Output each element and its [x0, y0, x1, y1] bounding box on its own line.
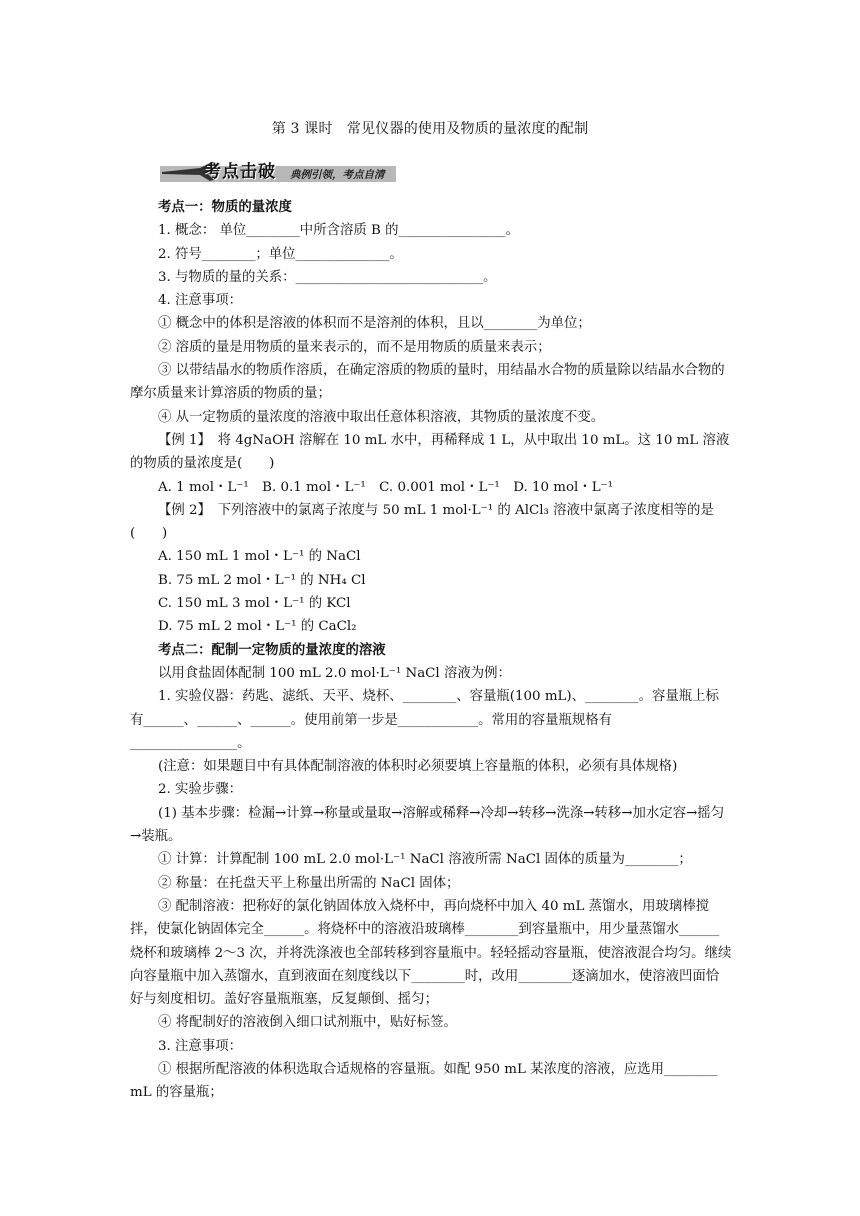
paragraph: ③ 以带结晶水的物质作溶质，在确定溶质的物质的量时，用结晶水合物的质量除以结晶水合物的摩尔质量来计算溶质的物质的量； [130, 363, 725, 402]
paragraph: (注意：如果题目中有具体配制溶液的体积时必须要填上容量瓶的体积，必须有具体规格) [158, 759, 678, 775]
paragraph: ① 根据所配溶液的体积选取合适规格的容量瓶。如配 950 mL 某浓度的溶液，应选用________ mL 的容量瓶； [130, 1061, 718, 1101]
paragraph: ② 溶质的量是用物质的量来表示的，而不是用物质的质量来表示； [158, 339, 551, 355]
paragraph: D. 75 mL 2 mol・L⁻¹ 的 CaCl₂ [158, 619, 357, 635]
paragraph: B. 75 mL 2 mol・L⁻¹ 的 NH₄ Cl [158, 572, 366, 588]
paragraph: (1) 基本步骤：检漏→计算→称量或量取→溶解或稀释→冷却→转移→洗涤→转移→加水定容→摇匀→装瓶。 [130, 805, 725, 845]
paragraph: 1. 概念： 单位________中所含溶质 B 的________________。 [158, 223, 520, 239]
document-body [130, 196, 732, 1105]
paragraph: 2. 符号________；单位______________。 [158, 246, 403, 262]
paragraph: 1. 实验仪器：药匙、滤纸、天平、烧杯、________、容量瓶(100 mL)、________。容量瓶上标有______、______、______。使用前第一步是____________。常用的容量瓶规格有________________。 [130, 689, 719, 751]
paragraph: 【例 1】 将 4gNaOH 溶解在 10 mL 水中，再稀释成 1 L，从中取出 10 mL。这 10 mL 溶液的物质的量浓度是( ) [130, 432, 730, 472]
paragraph: ④ 将配制好的溶液倒入细口试剂瓶中，贴好标签。 [158, 1015, 457, 1031]
paragraph: A. 1 mol・L⁻¹ B. 0.1 mol・L⁻¹ C. 0.001 mol・L⁻¹ D. 10 mol・L⁻¹ [158, 479, 614, 495]
paragraph: 2. 实验步骤： [158, 782, 242, 798]
page-title: 第 3 课时 常见仪器的使用及物质的量浓度的配制 [271, 121, 589, 137]
paragraph: 3. 注意事项： [158, 1038, 242, 1054]
paragraph: 【例 2】 下列溶液中的氯离子浓度与 50 mL 1 mol·L⁻¹ 的 AlCl₃ 溶液中氯离子浓度相等的是( ) [130, 502, 714, 542]
paragraph: A. 150 mL 1 mol・L⁻¹ 的 NaCl [158, 549, 361, 565]
paragraph: C. 150 mL 3 mol・L⁻¹ 的 KCl [158, 596, 351, 612]
paragraph: ① 概念中的体积是溶液的体积而不是溶剂的体积，且以________为单位； [158, 316, 591, 332]
paragraph: 4. 注意事项： [158, 293, 242, 309]
paragraph: 考点一：物质的量浓度 [158, 199, 292, 215]
paragraph: ① 计算：计算配制 100 mL 2.0 mol·L⁻¹ NaCl 溶液所需 NaCl 固体的质量为________； [158, 852, 692, 868]
paragraph: 以用食盐固体配制 100 mL 2.0 mol·L⁻¹ NaCl 溶液为例： [158, 665, 511, 681]
paragraph: ② 称量：在托盘天平上称量出所需的 NaCl 固体； [158, 875, 460, 891]
paragraph: 考点二：配制一定物质的量浓度的溶液 [158, 641, 386, 658]
banner-subtitle: 典例引领，考点自清 [290, 169, 385, 181]
banner-title: 考点击破 [204, 162, 276, 182]
paragraph: ③ 配制溶液：把称好的氯化钠固体放入烧杯中，再向烧杯中加入 40 mL 蒸馏水，用玻璃棒搅拌，使氯化钠固体完全______。将烧杯中的溶液沿玻璃棒________到容量瓶中，用少量蒸馏水______烧杯和玻璃棒 2～3 次，并将洗涤液也全部转移到容量瓶中。轻轻摇动容量瓶，使溶液混合均匀。继续向容量瓶中加入蒸馏水，直到液面在刻度线以下________时，改用________逐滴加水，使溶液凹面恰好与刻度相切。盖好容量瓶瓶塞，反复颠倒、摇匀； [130, 898, 732, 1008]
paragraph: 3. 与物质的量的关系：____________________________。 [158, 269, 497, 285]
paragraph: ④ 从一定物质的量浓度的溶液中取出任意体积溶液，其物质的量浓度不变。 [158, 409, 605, 425]
section-banner [160, 156, 400, 186]
